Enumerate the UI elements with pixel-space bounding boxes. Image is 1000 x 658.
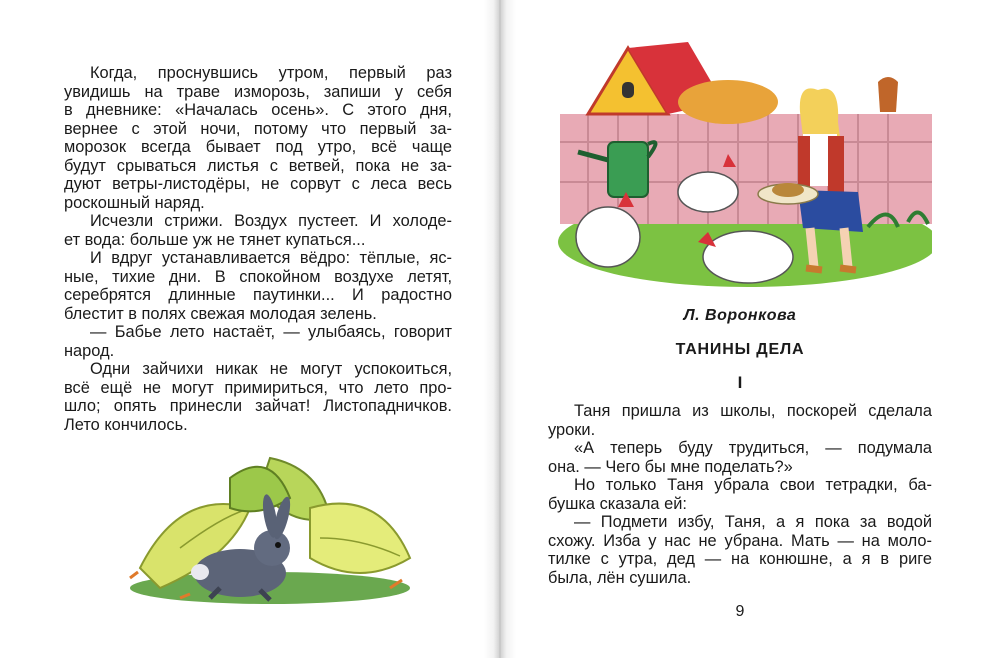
text-line: уроки. — [548, 420, 596, 439]
text-line: «А теперь буду трудиться, — подумала — [574, 439, 932, 457]
farm-illustration — [548, 42, 932, 297]
text-line: в дневнике: «Началась осень». С этого дня, — [64, 101, 452, 119]
text-line: серебрятся длинные паутинки... И радостно — [64, 286, 452, 304]
book-gutter — [484, 0, 516, 658]
right-page-text — [548, 402, 932, 587]
text-line: Но только Таня убрала свои тетрадки, ба- — [574, 476, 932, 494]
text-line: морозок всегда бывает под утро, всё чаще — [64, 138, 452, 156]
text-line: всё ещё не могут примириться, что лето про- — [64, 378, 452, 397]
text-line: схожу. Изба у нас не убрана. Мать — на моло- — [548, 531, 932, 550]
text-line: бушка сказала ей: — [548, 494, 687, 513]
text-line: Когда, проснувшись утром, первый раз — [90, 64, 452, 82]
text-line: — Подмети избу, Таня, а я пока за водой — [574, 513, 932, 531]
story-title: ТАНИНЫ ДЕЛА — [675, 341, 805, 358]
text-line: Лето кончилось. — [64, 415, 188, 434]
rabbit-illustration — [120, 448, 420, 608]
text-line: тилке с утра, дед — на конюшне, а я в риге — [548, 550, 932, 568]
page-number: 9 — [735, 603, 745, 620]
left-page-text — [64, 64, 452, 434]
text-line: была, лён сушила. — [548, 568, 692, 587]
text-line: Одни зайчихи никак не могут успокоиться, — [90, 360, 452, 378]
text-line: — Бабье лето настаёт, — улыбаясь, говорит — [90, 323, 452, 341]
chapter-number: I — [737, 373, 743, 392]
text-line: ет вода: больше уж не тянет купаться... — [64, 230, 366, 249]
text-line: будут срываться листья с ветвей, пока не за- — [64, 156, 452, 175]
text-line: дуют ветры-листодёры, не сорвут с леса весь — [64, 175, 452, 193]
text-line: И вдруг устанавливается вёдро: тёплые, яс- — [90, 249, 452, 267]
text-line: Таня пришла из школы, поскорей сделала — [574, 402, 932, 420]
story-author: Л. Воронкова — [683, 307, 797, 324]
text-line: шло; опять принесли зайчат! Листопадничков. — [64, 397, 452, 415]
text-line: народ. — [64, 341, 115, 360]
text-line: увидишь на траве изморозь, запиши у себя — [64, 82, 452, 101]
text-line: роскошный наряд. — [64, 193, 205, 212]
text-line: вернее с этой ночи, потому что первый за- — [64, 119, 452, 138]
text-line: она. — Чего бы мне поделать?» — [548, 457, 793, 476]
text-line: блестит в полях свежая молодая зелень. — [64, 304, 377, 323]
text-line: Исчезли стрижи. Воздух пустеет. И холоде- — [90, 212, 452, 230]
text-line: ные, тихие дни. В спокойном воздухе летят, — [64, 267, 452, 286]
